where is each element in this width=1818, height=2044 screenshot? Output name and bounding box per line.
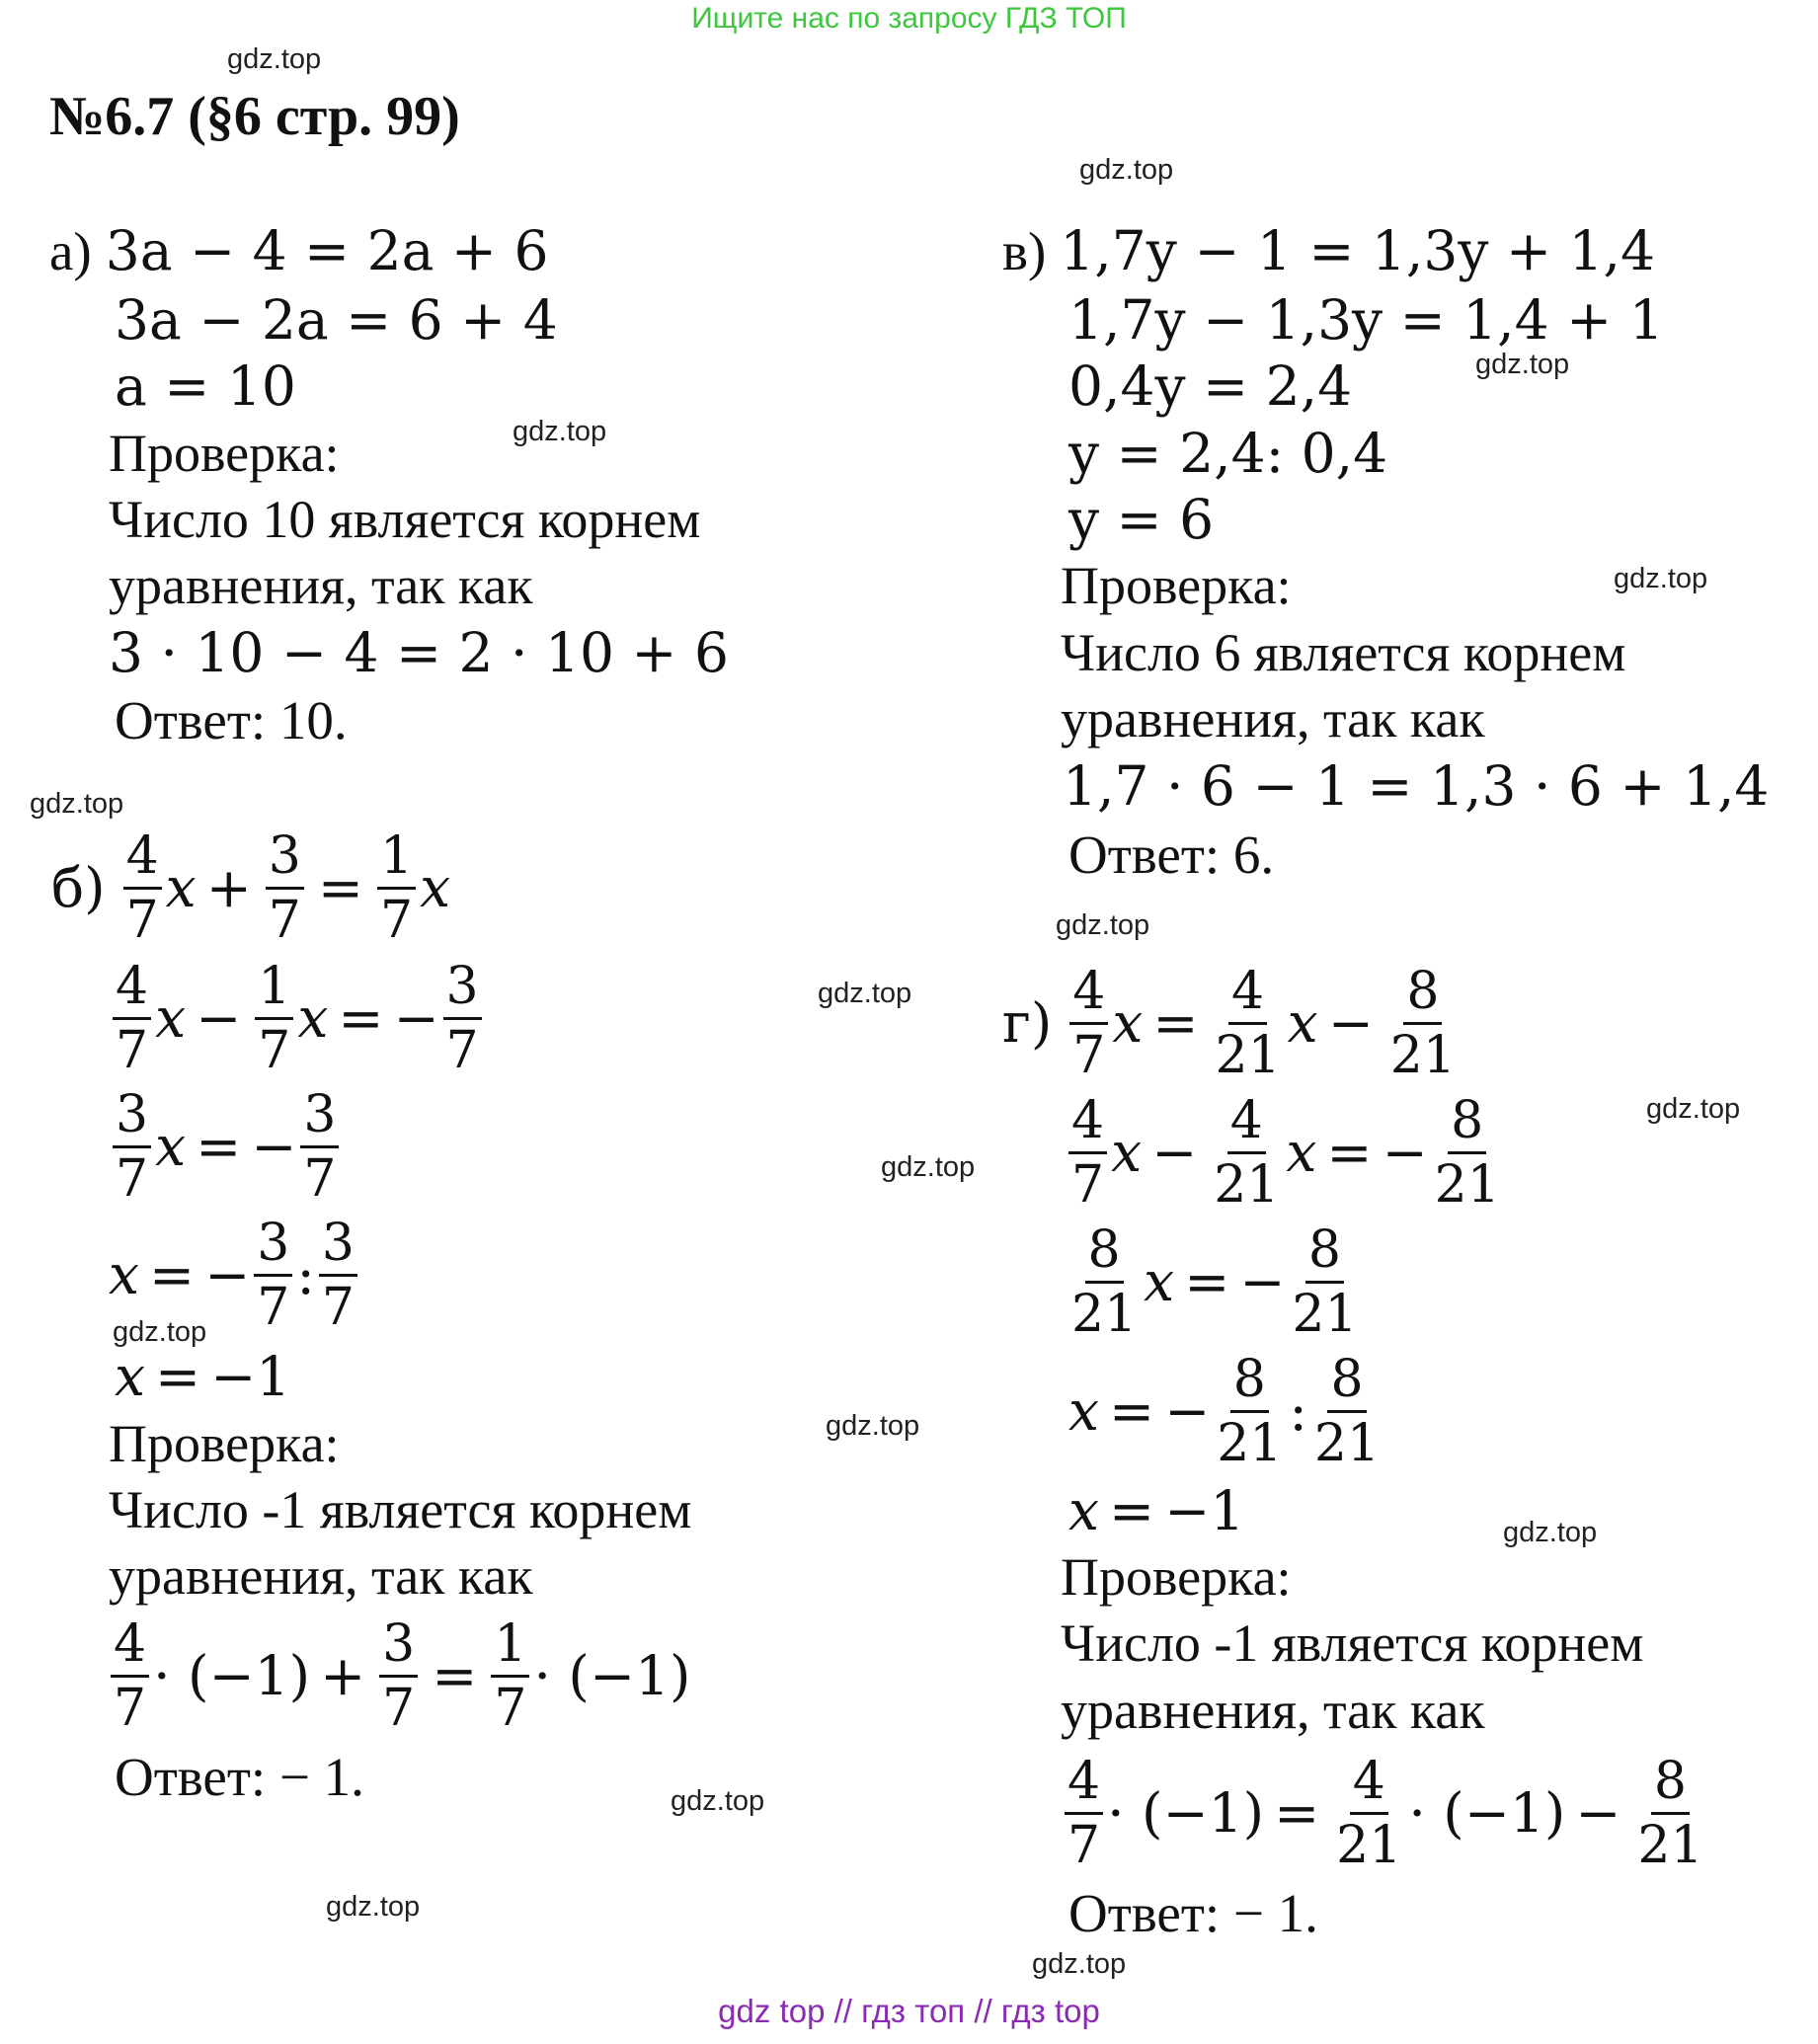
part-g-check: Проверка: bbox=[1061, 1547, 1292, 1607]
part-a-root: Число 10 является корнем bbox=[109, 490, 701, 549]
part-b-root: Число -1 является корнем bbox=[109, 1480, 692, 1539]
footer-links: gdz top // гдз топ // гдз top bbox=[718, 1993, 1100, 2029]
part-a-answer: Ответ: 10. bbox=[115, 690, 348, 750]
part-v-eq3: 0,4y = 2,4 bbox=[1068, 354, 1353, 418]
watermark: gdz.top bbox=[818, 978, 912, 1009]
part-b-check: Проверка: bbox=[109, 1414, 340, 1473]
part-g-eq4: x = − $\frac{8}{21}$ : $\frac{8}{21}$ bbox=[1068, 1350, 1381, 1474]
fraction: $\frac{3}{7}$ bbox=[266, 827, 304, 949]
watermark: gdz.top bbox=[227, 43, 322, 75]
part-v-eq5: y = 6 bbox=[1068, 488, 1215, 551]
part-a-verify: 3 · 10 − 4 = 2 · 10 + 6 bbox=[109, 621, 729, 684]
top-banner: Ищите нас по запросу ГДЗ ТОП bbox=[691, 2, 1127, 35]
part-b-verify: $\frac{4}{7}$ · (−1) + $\frac{3}{7}$ = $\frac{1}{7}$ · (−1) bbox=[107, 1615, 690, 1737]
fraction: $\frac{4}{7}$ bbox=[123, 827, 162, 949]
part-a-because: уравнения, так как bbox=[109, 556, 533, 615]
page-title: №6.7 (§6 стр. 99) bbox=[49, 86, 460, 147]
part-g-eq2: $\frac{4}{7}$ x − $\frac{4}{21}$ x = − $\frac{8}{21}$ bbox=[1065, 1092, 1507, 1214]
watermark: gdz.top bbox=[1056, 909, 1150, 941]
part-a-eq1: а) 3a − 4 = 2a + 6 bbox=[49, 219, 549, 282]
part-v-check: Проверка: bbox=[1061, 556, 1292, 615]
part-b-eq1: б) $\frac{4}{7}$ x + $\frac{3}{7}$ = $\frac{1}{7}$ x bbox=[51, 826, 451, 951]
watermark: gdz.top bbox=[1614, 563, 1708, 594]
part-g-eq3: $\frac{8}{21}$ x = − $\frac{8}{21}$ bbox=[1071, 1220, 1358, 1345]
part-b-eq5: x = −1 bbox=[115, 1345, 291, 1408]
watermark: gdz.top bbox=[881, 1151, 976, 1183]
part-v-eq2: 1,7y − 1,3y = 1,4 + 1 bbox=[1068, 288, 1664, 352]
watermark: gdz.top bbox=[1503, 1517, 1598, 1548]
watermark: gdz.top bbox=[1079, 154, 1174, 186]
part-a-check: Проверка: bbox=[109, 424, 340, 483]
part-g-eq1: г) $\frac{4}{7}$ x = $\frac{4}{21}$ x − $\frac{8}{21}$ bbox=[1002, 962, 1456, 1086]
part-g-root: Число -1 является корнем bbox=[1061, 1613, 1644, 1673]
watermark: gdz.top bbox=[326, 1891, 421, 1923]
part-g-answer: Ответ: − 1. bbox=[1068, 1883, 1318, 1943]
watermark: gdz.top bbox=[113, 1316, 207, 1348]
part-v-verify: 1,7 · 6 − 1 = 1,3 · 6 + 1,4 bbox=[1063, 754, 1770, 818]
part-a-eq3: a = 10 bbox=[115, 354, 296, 418]
watermark: gdz.top bbox=[513, 416, 607, 447]
part-b-because: уравнения, так как bbox=[109, 1546, 533, 1606]
part-b-eq4: x = − $\frac{3}{7}$ : $\frac{3}{7}$ bbox=[109, 1215, 361, 1336]
watermark: gdz.top bbox=[1646, 1093, 1741, 1125]
part-v-answer: Ответ: 6. bbox=[1068, 825, 1275, 885]
part-v-eq1: в) 1,7y − 1 = 1,3y + 1,4 bbox=[1002, 219, 1655, 282]
part-b-eq2: $\frac{4}{7}$ x − $\frac{1}{7}$ x = − $\frac{3}{7}$ bbox=[109, 958, 486, 1079]
part-g-because: уравнения, так как bbox=[1061, 1681, 1485, 1740]
watermark: gdz.top bbox=[30, 788, 124, 820]
part-v-root: Число 6 является корнем bbox=[1061, 623, 1626, 682]
watermark: gdz.top bbox=[826, 1410, 920, 1442]
watermark: gdz.top bbox=[1032, 1948, 1127, 1980]
part-v-eq4: y = 2,4: 0,4 bbox=[1068, 422, 1388, 485]
part-b-eq3: $\frac{3}{7}$ x = − $\frac{3}{7}$ bbox=[109, 1086, 343, 1208]
watermark: gdz.top bbox=[671, 1785, 765, 1817]
part-a-eq2: 3a − 2a = 6 + 4 bbox=[115, 288, 558, 352]
part-v-because: уравнения, так как bbox=[1061, 689, 1485, 748]
part-g-verify: $\frac{4}{7}$ · (−1) = $\frac{4}{21}$ · (−1) − $\frac{8}{21}$ bbox=[1061, 1753, 1710, 1874]
part-g-eq5: x = −1 bbox=[1068, 1479, 1245, 1542]
part-b-answer: Ответ: − 1. bbox=[115, 1747, 364, 1807]
watermark: gdz.top bbox=[1475, 349, 1570, 380]
fraction: $\frac{1}{7}$ bbox=[377, 827, 416, 949]
